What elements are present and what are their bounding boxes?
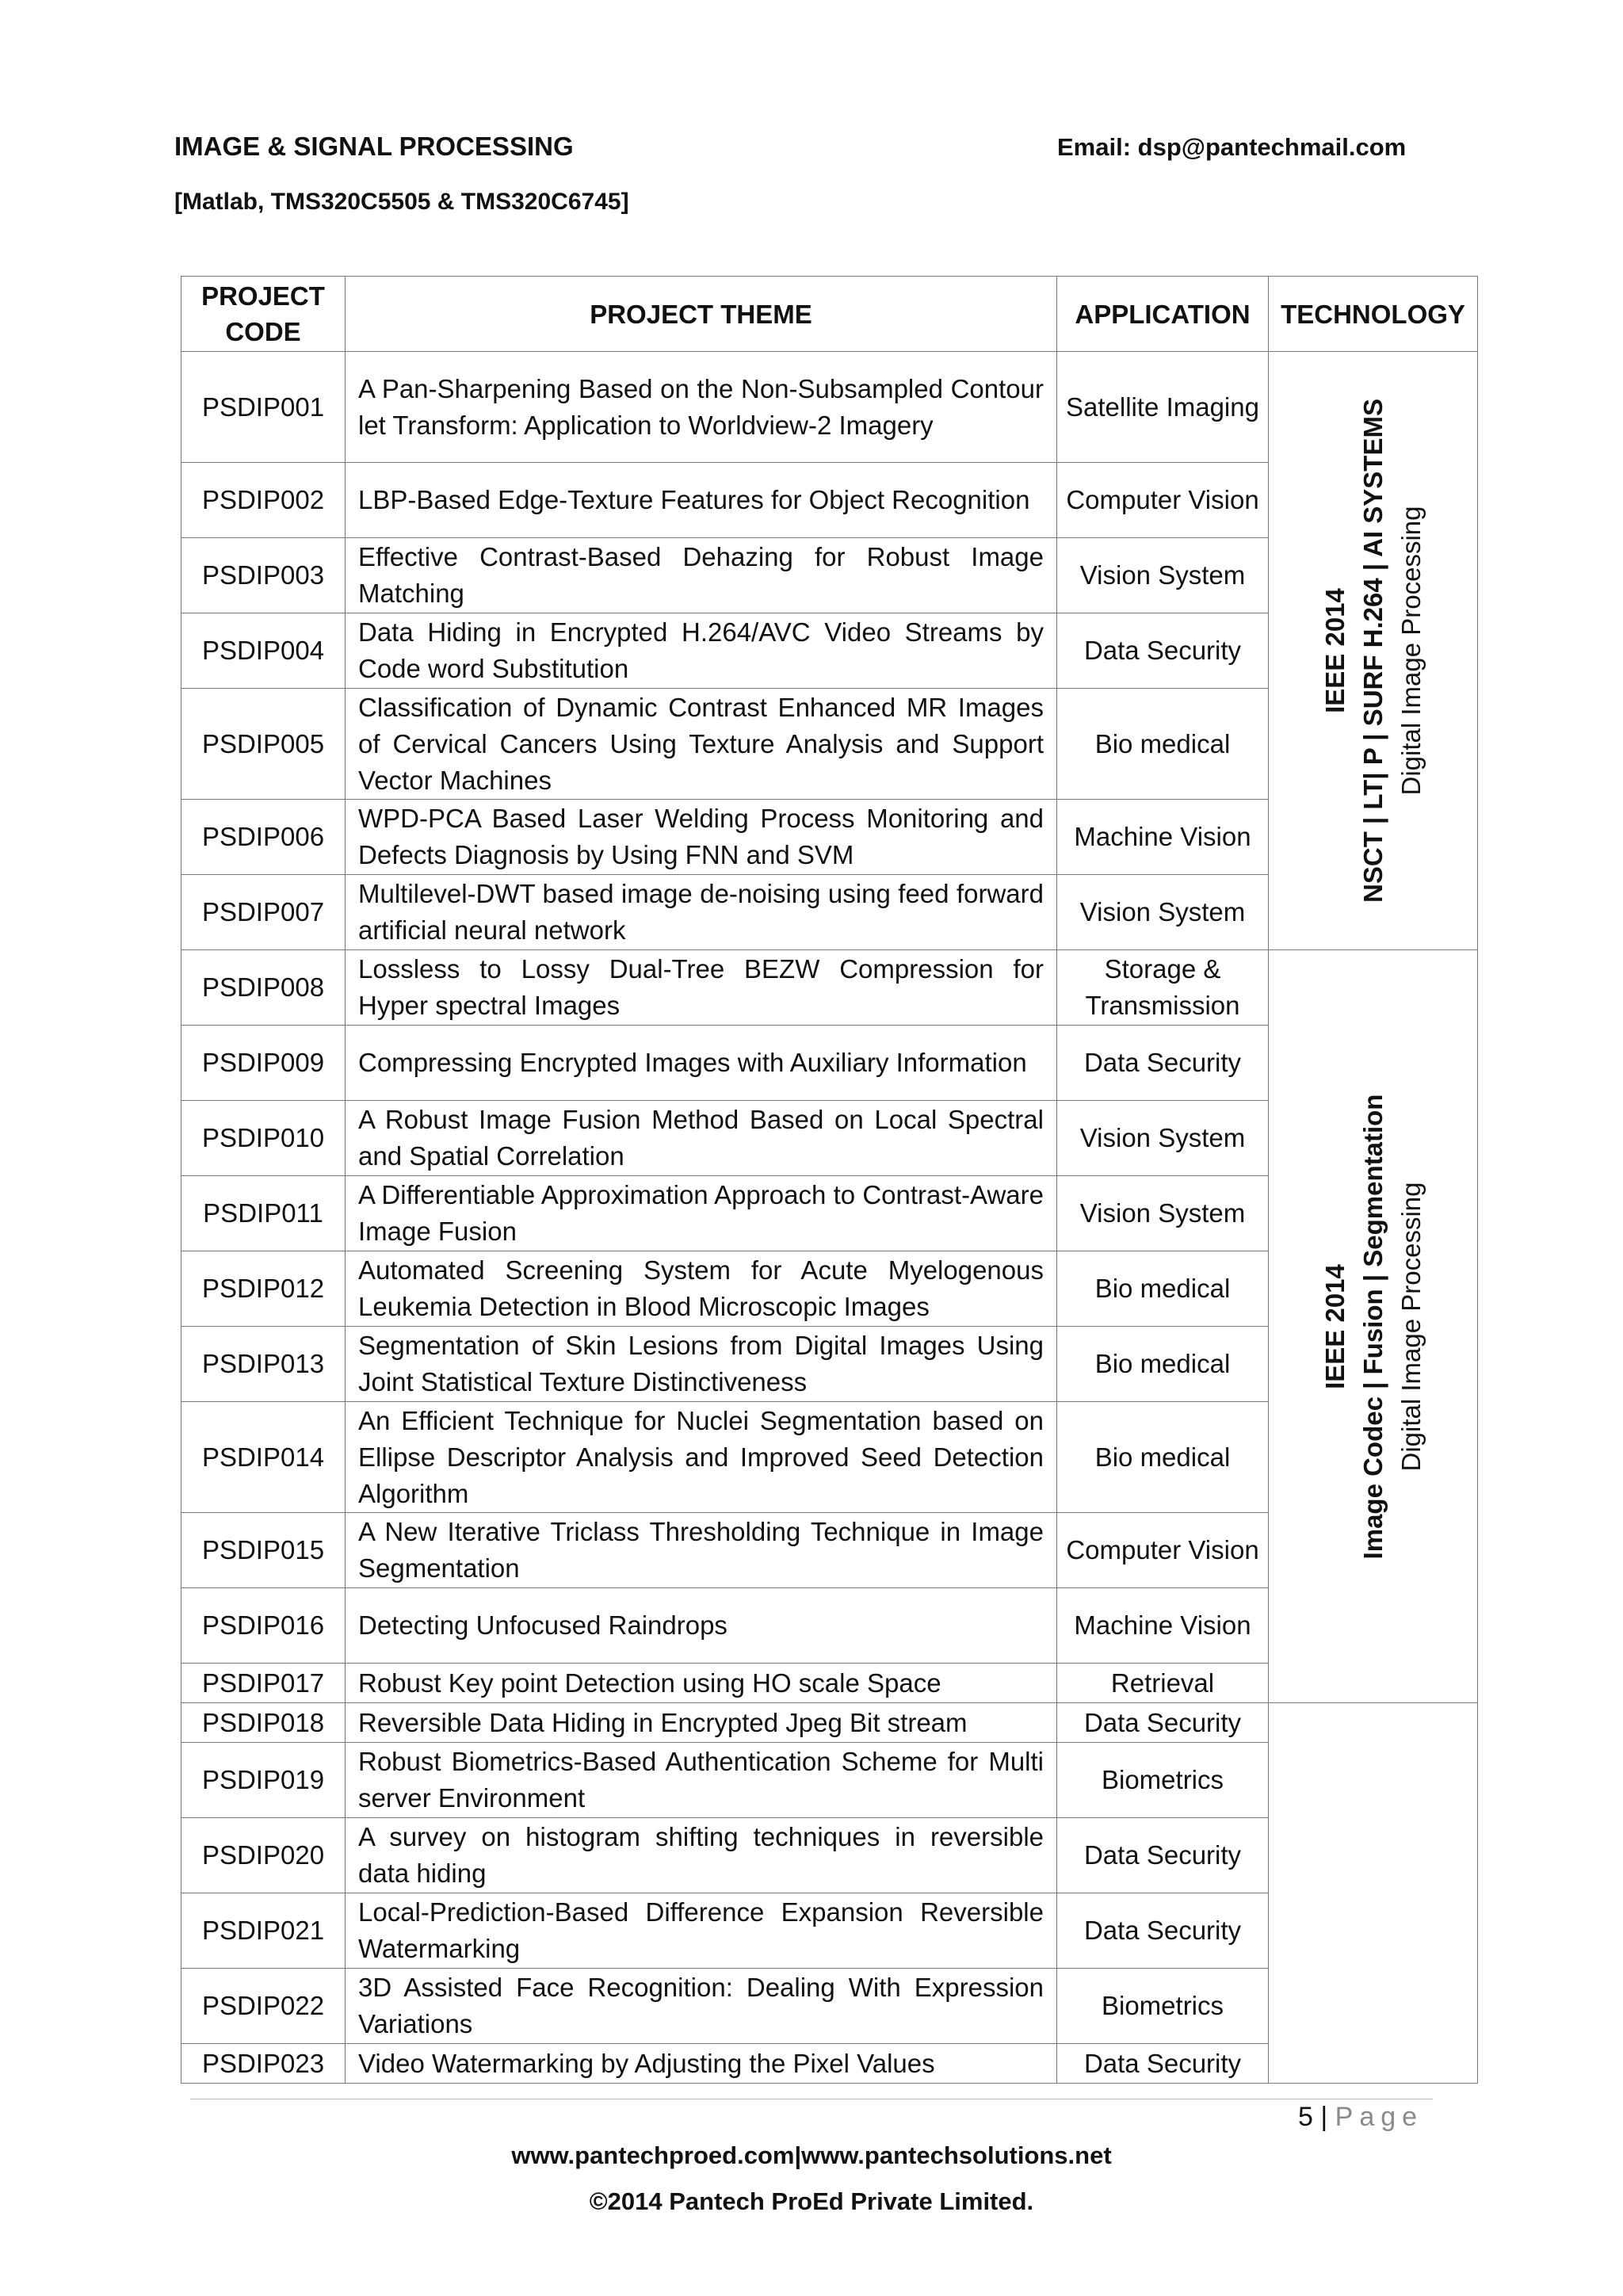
technology-line1: IEEE 2014 <box>1319 588 1350 713</box>
table-header-row <box>181 277 1478 352</box>
project-code-cell: PSDIP018 <box>181 1703 346 1743</box>
project-theme-cell: Classification of Dynamic Contrast Enhanced MR Images of Cervical Cancers Using Texture Analysis and Support Vector Machines <box>346 689 1057 800</box>
project-theme-cell: An Efficient Technique for Nuclei Segmentation based on Ellipse Descriptor Analysis and Improved Seed Detection Algorithm <box>346 1402 1057 1513</box>
technology-group-label <box>1316 399 1430 903</box>
project-theme-cell: Reversible Data Hiding in Encrypted Jpeg Bit stream <box>346 1703 1057 1743</box>
application-cell: Machine Vision <box>1057 800 1269 875</box>
project-code-cell: PSDIP015 <box>181 1513 346 1588</box>
project-code-cell: PSDIP008 <box>181 950 346 1026</box>
project-code-cell: PSDIP007 <box>181 875 346 950</box>
application-cell: Satellite Imaging <box>1057 352 1269 463</box>
technology-line2: Image Codec | Fusion | Segmentation <box>1358 1094 1388 1559</box>
project-theme-cell: A Pan-Sharpening Based on the Non-Subsampled Contour let Transform: Application to Worldview-2 Imagery <box>346 352 1057 463</box>
project-theme-cell: Local-Prediction-Based Difference Expansion Reversible Watermarking <box>346 1893 1057 1969</box>
application-cell: Data Security <box>1057 1818 1269 1893</box>
project-code-cell: PSDIP013 <box>181 1327 346 1402</box>
platform-subtitle: [Matlab, TMS320C5505 & TMS320C6745] <box>174 189 629 215</box>
technology-line1: IEEE 2014 <box>1319 1263 1350 1389</box>
project-code-cell: PSDIP010 <box>181 1101 346 1176</box>
project-code-cell: PSDIP003 <box>181 538 346 613</box>
project-theme-cell: Robust Key point Detection using HO scale Space <box>346 1664 1057 1703</box>
project-code-cell: PSDIP019 <box>181 1743 346 1818</box>
page-number <box>1298 2102 1423 2133</box>
application-cell: Vision System <box>1057 1101 1269 1176</box>
application-cell: Computer Vision <box>1057 1513 1269 1588</box>
project-code-cell: PSDIP009 <box>181 1026 346 1101</box>
application-cell: Vision System <box>1057 538 1269 613</box>
column-header-code: PROJECT CODE <box>181 277 346 352</box>
table-row <box>181 1703 1478 1743</box>
footer-websites: www.pantechproed.com|www.pantechsolutions.net <box>511 2141 1112 2169</box>
project-code-cell: PSDIP016 <box>181 1588 346 1664</box>
project-theme-cell: Detecting Unfocused Raindrops <box>346 1588 1057 1664</box>
page-number-value: 5 <box>1298 2102 1313 2132</box>
application-cell: Retrieval <box>1057 1664 1269 1703</box>
project-theme-cell: A Robust Image Fusion Method Based on Local Spectral and Spatial Correlation <box>346 1101 1057 1176</box>
application-cell: Data Security <box>1057 1893 1269 1969</box>
application-cell: Data Security <box>1057 2044 1269 2084</box>
page-number-separator: | <box>1320 2102 1328 2132</box>
project-code-cell: PSDIP012 <box>181 1251 346 1327</box>
column-header-theme: PROJECT THEME <box>346 277 1057 352</box>
project-theme-cell: Segmentation of Skin Lesions from Digital Images Using Joint Statistical Texture Distinctiveness <box>346 1327 1057 1402</box>
project-code-cell: PSDIP006 <box>181 800 346 875</box>
application-cell: Bio medical <box>1057 689 1269 800</box>
project-code-cell: PSDIP017 <box>181 1664 346 1703</box>
application-cell: Computer Vision <box>1057 463 1269 538</box>
application-cell: Biometrics <box>1057 1743 1269 1818</box>
project-theme-cell: A survey on histogram shifting techniques in reversible data hiding <box>346 1818 1057 1893</box>
project-theme-cell: Robust Biometrics-Based Authentication Scheme for Multi server Environment <box>346 1743 1057 1818</box>
table-row <box>181 352 1478 463</box>
project-theme-cell: LBP-Based Edge-Texture Features for Object Recognition <box>346 463 1057 538</box>
technology-group-cell <box>1269 950 1478 1703</box>
technology-line3: Digital Image Processing <box>1396 1182 1426 1472</box>
application-cell: Vision System <box>1057 875 1269 950</box>
document-title: IMAGE & SIGNAL PROCESSING <box>174 132 574 161</box>
project-theme-cell: Lossless to Lossy Dual-Tree BEZW Compression for Hyper spectral Images <box>346 950 1057 1026</box>
application-cell: Storage & Transmission <box>1057 950 1269 1026</box>
application-cell: Vision System <box>1057 1176 1269 1251</box>
column-header-application: APPLICATION <box>1057 277 1269 352</box>
project-code-cell: PSDIP014 <box>181 1402 346 1513</box>
technology-line2: NSCT | LT| P | SURF H.264 | AI SYSTEMS <box>1358 399 1388 903</box>
column-header-technology: TECHNOLOGY <box>1269 277 1478 352</box>
project-code-cell: PSDIP023 <box>181 2044 346 2084</box>
project-theme-cell: A New Iterative Triclass Thresholding Technique in Image Segmentation <box>346 1513 1057 1588</box>
project-table <box>181 276 1478 2084</box>
technology-group-cell <box>1269 352 1478 950</box>
project-code-cell: PSDIP002 <box>181 463 346 538</box>
application-cell: Data Security <box>1057 613 1269 689</box>
contact-email: Email: dsp@pantechmail.com <box>1057 133 1407 161</box>
application-cell: Data Security <box>1057 1703 1269 1743</box>
project-theme-cell: WPD-PCA Based Laser Welding Process Monitoring and Defects Diagnosis by Using FNN and SVM <box>346 800 1057 875</box>
technology-empty-cell <box>1269 1703 1478 2084</box>
project-code-cell: PSDIP004 <box>181 613 346 689</box>
project-theme-cell: Video Watermarking by Adjusting the Pixel Values <box>346 2044 1057 2084</box>
application-cell: Bio medical <box>1057 1327 1269 1402</box>
application-cell: Biometrics <box>1057 1969 1269 2044</box>
project-code-cell: PSDIP022 <box>181 1969 346 2044</box>
project-code-cell: PSDIP011 <box>181 1176 346 1251</box>
application-cell: Bio medical <box>1057 1251 1269 1327</box>
project-theme-cell: 3D Assisted Face Recognition: Dealing With Expression Variations <box>346 1969 1057 2044</box>
project-theme-cell: Data Hiding in Encrypted H.264/AVC Video Streams by Code word Substitution <box>346 613 1057 689</box>
project-code-cell: PSDIP001 <box>181 352 346 463</box>
technology-group-label <box>1316 1094 1430 1559</box>
project-theme-cell: A Differentiable Approximation Approach to Contrast-Aware Image Fusion <box>346 1176 1057 1251</box>
project-theme-cell: Automated Screening System for Acute Myelogenous Leukemia Detection in Blood Microscopic Images <box>346 1251 1057 1327</box>
table-row <box>181 950 1478 1026</box>
project-code-cell: PSDIP020 <box>181 1818 346 1893</box>
page-label: Page <box>1335 2102 1424 2132</box>
project-theme-cell: Multilevel-DWT based image de-noising using feed forward artificial neural network <box>346 875 1057 950</box>
project-theme-cell: Effective Contrast-Based Dehazing for Robust Image Matching <box>346 538 1057 613</box>
application-cell: Machine Vision <box>1057 1588 1269 1664</box>
project-code-cell: PSDIP021 <box>181 1893 346 1969</box>
technology-line3: Digital Image Processing <box>1396 506 1426 796</box>
application-cell: Bio medical <box>1057 1402 1269 1513</box>
project-code-cell: PSDIP005 <box>181 689 346 800</box>
project-theme-cell: Compressing Encrypted Images with Auxiliary Information <box>346 1026 1057 1101</box>
application-cell: Data Security <box>1057 1026 1269 1101</box>
footer-copyright: ©2014 Pantech ProEd Private Limited. <box>589 2187 1034 2215</box>
